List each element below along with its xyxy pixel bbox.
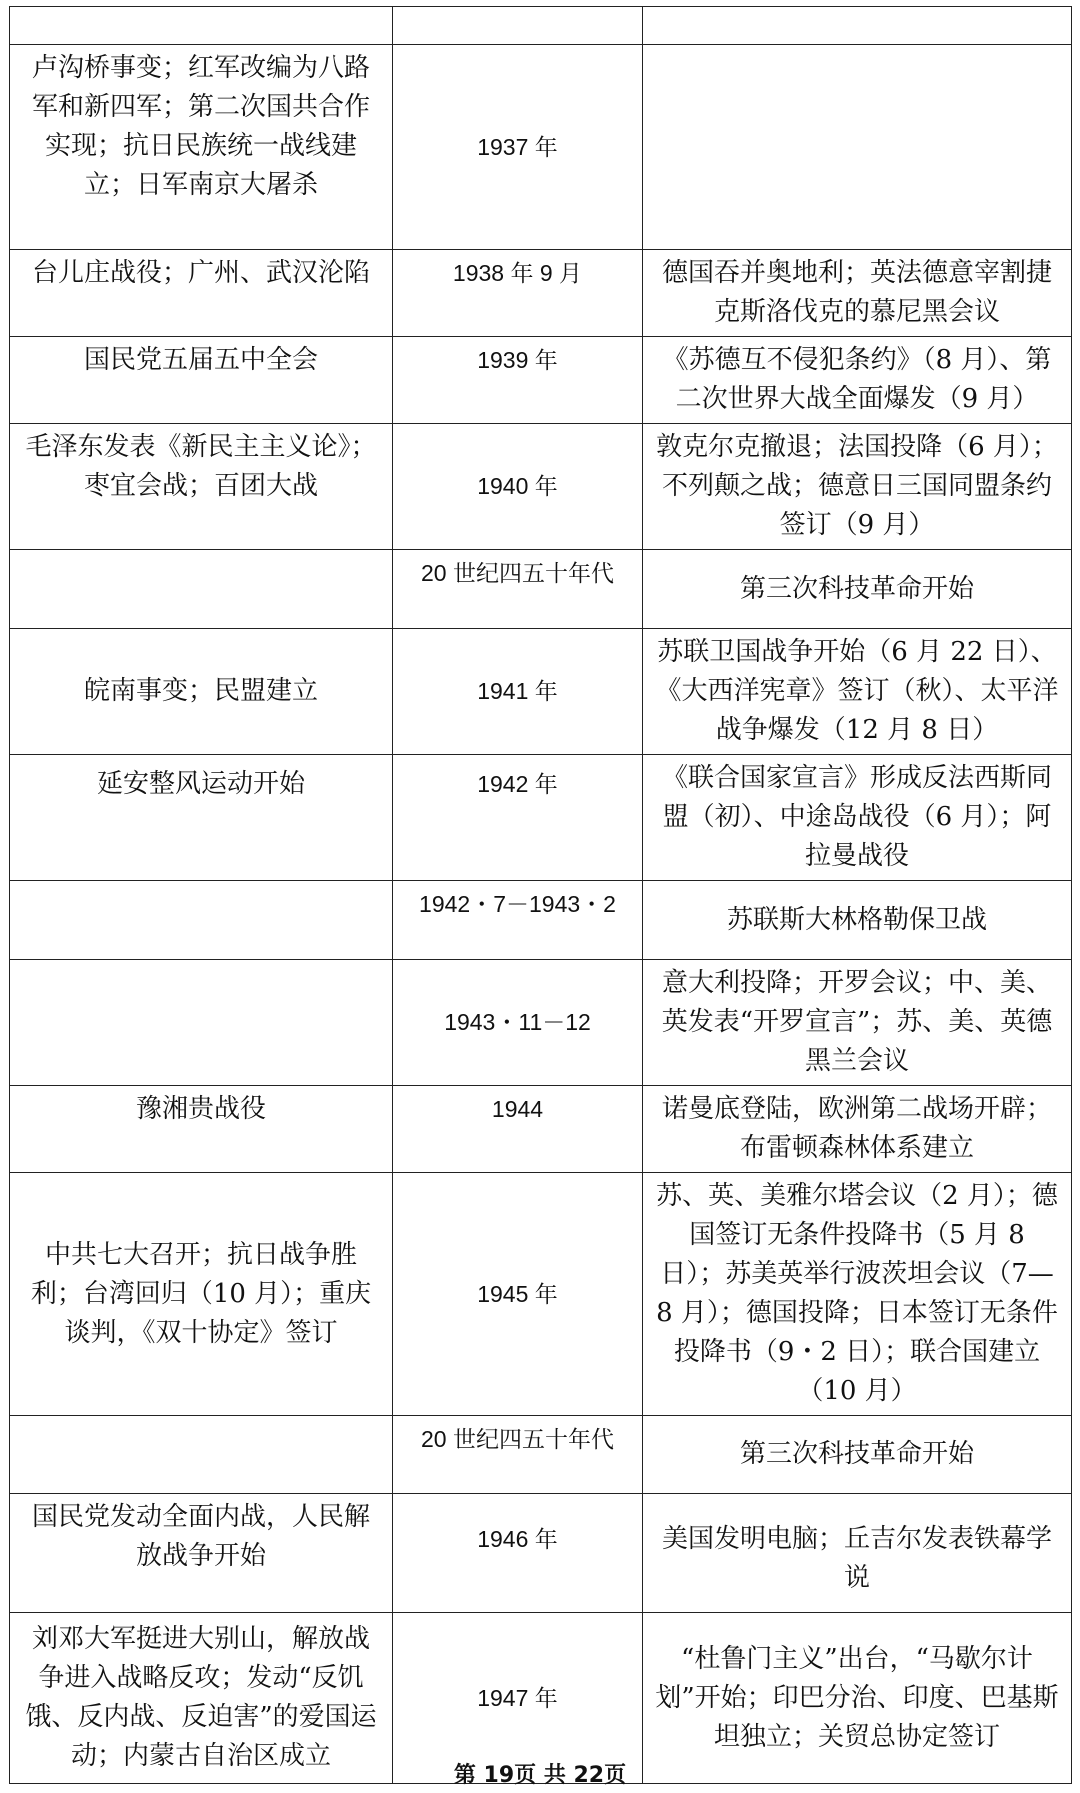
table-row: [10, 424, 1072, 550]
table-row: [10, 1086, 1072, 1173]
table-row: [10, 1494, 1072, 1613]
table-row: [10, 1173, 1072, 1416]
table-row: [10, 1416, 1072, 1494]
year-cell: [393, 7, 643, 45]
table-row: [10, 7, 1072, 45]
china-event-cell: 国民党五届五中全会: [10, 337, 393, 424]
china-event-cell: [10, 881, 393, 960]
year-cell: 1942・7－1943・2: [393, 881, 643, 960]
year-cell: 1937 年: [393, 45, 643, 250]
world-event-cell: 诺曼底登陆，欧洲第二战场开辟；布雷顿森林体系建立: [643, 1086, 1072, 1173]
china-event-cell: [10, 960, 393, 1086]
world-event-cell: 敦克尔克撤退；法国投降（6 月）；不列颠之战；德意日三国同盟条约签订（9 月）: [643, 424, 1072, 550]
table-row: [10, 881, 1072, 960]
table-row: [10, 250, 1072, 337]
china-event-cell: 国民党发动全面内战，人民解放战争开始: [10, 1494, 393, 1613]
world-event-cell: “杜鲁门主义”出台，“马歇尔计划”开始；印巴分治、印度、巴基斯坦独立；关贸总协定签订: [643, 1613, 1072, 1784]
year-cell: 1947 年: [393, 1613, 643, 1784]
world-event-cell: 第三次科技革命开始: [643, 1416, 1072, 1494]
china-event-cell: [10, 7, 393, 45]
history-timeline-table: [9, 6, 1072, 1784]
year-cell: 20 世纪四五十年代: [393, 550, 643, 629]
china-event-cell: 毛泽东发表《新民主主义论》；枣宜会战；百团大战: [10, 424, 393, 550]
china-event-cell: [10, 550, 393, 629]
world-event-cell: 苏联斯大林格勒保卫战: [643, 881, 1072, 960]
year-cell: 1942 年: [393, 755, 643, 881]
world-event-cell: 意大利投降；开罗会议；中、美、英发表“开罗宣言”；苏、美、英德黑兰会议: [643, 960, 1072, 1086]
china-event-cell: 刘邓大军挺进大别山，解放战争进入战略反攻；发动“反饥饿、反内战、反迫害”的爱国运动；内蒙古自治区成立: [10, 1613, 393, 1784]
world-event-cell: 苏、英、美雅尔塔会议（2 月）；德国签订无条件投降书（5 月 8 日）；苏美英举行波茨坦会议（7—8 月）；德国投降；日本签订无条件投降书（9・2 日）；联合国建立（10 月）: [643, 1173, 1072, 1416]
year-cell: 1939 年: [393, 337, 643, 424]
world-event-cell: [643, 7, 1072, 45]
world-event-cell: 德国吞并奥地利；英法德意宰割捷克斯洛伐克的慕尼黑会议: [643, 250, 1072, 337]
world-event-cell: [643, 45, 1072, 250]
table-row: [10, 755, 1072, 881]
world-event-cell: 苏联卫国战争开始（6 月 22 日）、《大西洋宪章》签订（秋）、太平洋战争爆发（12 月 8 日）: [643, 629, 1072, 755]
year-cell: 1938 年 9 月: [393, 250, 643, 337]
year-cell: 1943・11－12: [393, 960, 643, 1086]
year-cell: 1940 年: [393, 424, 643, 550]
china-event-cell: 延安整风运动开始: [10, 755, 393, 881]
china-event-cell: 台儿庄战役；广州、武汉沦陷: [10, 250, 393, 337]
china-event-cell: [10, 1416, 393, 1494]
table-row: [10, 629, 1072, 755]
year-cell: 20 世纪四五十年代: [393, 1416, 643, 1494]
world-event-cell: 美国发明电脑；丘吉尔发表铁幕学说: [643, 1494, 1072, 1613]
world-event-cell: 第三次科技革命开始: [643, 550, 1072, 629]
china-event-cell: 豫湘贵战役: [10, 1086, 393, 1173]
year-cell: 1945 年: [393, 1173, 643, 1416]
year-cell: 1946 年: [393, 1494, 643, 1613]
china-event-cell: 中共七大召开；抗日战争胜利；台湾回归（10 月）；重庆谈判，《双十协定》签订: [10, 1173, 393, 1416]
china-event-cell: 卢沟桥事变；红军改编为八路军和新四军；第二次国共合作实现；抗日民族统一战线建立；日军南京大屠杀: [10, 45, 393, 250]
world-event-cell: 《联合国家宣言》形成反法西斯同盟（初）、中途岛战役（6 月）；阿拉曼战役: [643, 755, 1072, 881]
year-cell: 1941 年: [393, 629, 643, 755]
table-row: [10, 960, 1072, 1086]
page-number-footer: 第 19页 共 22页: [453, 1763, 627, 1788]
table-row: [10, 337, 1072, 424]
table-row: [10, 45, 1072, 250]
china-event-cell: 皖南事变；民盟建立: [10, 629, 393, 755]
world-event-cell: 《苏德互不侵犯条约》（8 月）、第二次世界大战全面爆发（9 月）: [643, 337, 1072, 424]
table-row: [10, 550, 1072, 629]
year-cell: 1944: [393, 1086, 643, 1173]
